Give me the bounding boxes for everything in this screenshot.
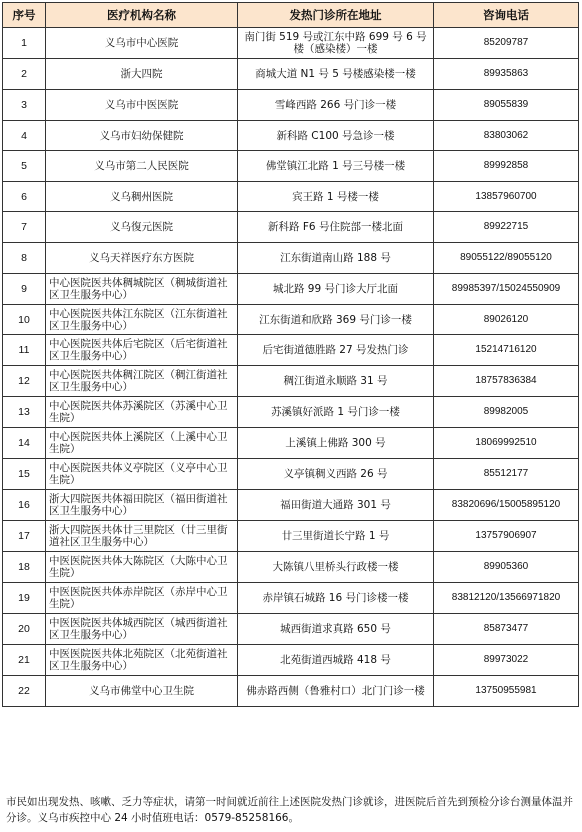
row-index: 4 [3,121,46,151]
row-index: 5 [3,151,46,182]
row-clinic-address: 廿三里街道长宁路 1 号 [238,521,434,552]
table-row [3,490,579,521]
table-header-row [3,3,579,28]
row-institution-name: 义乌復元医院 [46,212,238,243]
row-phone: 89985397/15024550909 [434,274,579,305]
row-institution-name: 中医医院医共体北苑院区（北苑街道社区卫生服务中心） [46,645,238,676]
row-index: 18 [3,552,46,583]
row-institution-name: 义乌市中医医院 [46,90,238,121]
row-clinic-address: 城北路 99 号门诊大厅北面 [238,274,434,305]
header-address: 发热门诊所在地址 [238,3,434,28]
row-phone: 85209787 [434,28,579,59]
table-row [3,243,579,274]
row-phone: 13757906907 [434,521,579,552]
table-row [3,28,579,59]
row-index: 22 [3,676,46,707]
table-row [3,428,579,459]
row-index: 12 [3,366,46,397]
row-index: 19 [3,583,46,614]
table-row [3,151,579,182]
row-index: 17 [3,521,46,552]
row-phone: 85873477 [434,614,579,645]
table-row [3,212,579,243]
row-clinic-address: 佛堂镇江北路 1 号三号楼一楼 [238,151,434,182]
row-institution-name: 中心医院医共体江东院区（江东街道社区卫生服务中心） [46,305,238,335]
table-row [3,121,579,151]
row-index: 9 [3,274,46,305]
row-phone: 89973022 [434,645,579,676]
row-institution-name: 义乌市第二人民医院 [46,151,238,182]
row-phone: 89922715 [434,212,579,243]
row-clinic-address: 南门街 519 号或江东中路 699 号 6 号楼（感染楼）一楼 [238,28,434,59]
row-phone: 13857960700 [434,182,579,212]
row-phone: 85512177 [434,459,579,490]
table-row [3,59,579,90]
row-institution-name: 中心医院医共体稠城院区（稠城街道社区卫生服务中心） [46,274,238,305]
table-row [3,459,579,490]
row-index: 16 [3,490,46,521]
header-name: 医疗机构名称 [46,3,238,28]
row-phone: 89935863 [434,59,579,90]
row-index: 10 [3,305,46,335]
row-phone: 18757836384 [434,366,579,397]
row-index: 6 [3,182,46,212]
row-index: 21 [3,645,46,676]
header-phone: 咨询电话 [434,3,579,28]
row-index: 3 [3,90,46,121]
table-row [3,552,579,583]
row-institution-name: 义乌市中心医院 [46,28,238,59]
row-index: 14 [3,428,46,459]
row-institution-name: 中心医院医共体后宅院区（后宅街道社区卫生服务中心） [46,335,238,366]
row-clinic-address: 大陈镇八里桥头行政楼一楼 [238,552,434,583]
table-body [3,28,579,707]
row-index: 11 [3,335,46,366]
row-clinic-address: 上溪镇上佛路 300 号 [238,428,434,459]
row-clinic-address: 义亭镇稠义西路 26 号 [238,459,434,490]
row-institution-name: 浙大四院医共体福田院区（福田街道社区卫生服务中心） [46,490,238,521]
row-clinic-address: 江东街道南山路 188 号 [238,243,434,274]
row-index: 15 [3,459,46,490]
row-phone: 13750955981 [434,676,579,707]
notice-text: 市民如出现发热、咳嗽、乏力等症状，请第一时间就近前往上述医院发热门诊就诊，进医院后首先到预检分诊台测量体温并分诊。义乌市疾控中心 24 小时值班电话：0579-85258166。 [6,796,573,824]
row-clinic-address: 新科路 F6 号住院部一楼北面 [238,212,434,243]
row-institution-name: 义乌市妇幼保健院 [46,121,238,151]
row-phone: 89905360 [434,552,579,583]
header-index: 序号 [3,3,46,28]
row-phone: 89055839 [434,90,579,121]
row-clinic-address: 后宅街道德胜路 27 号发热门诊 [238,335,434,366]
table-row [3,645,579,676]
row-index: 8 [3,243,46,274]
row-phone: 83820696/15005895120 [434,490,579,521]
row-clinic-address: 稠江街道永顺路 31 号 [238,366,434,397]
row-institution-name: 中医医院医共体城西院区（城西街道社区卫生服务中心） [46,614,238,645]
table-row [3,614,579,645]
table-row [3,676,579,707]
row-clinic-address: 雪峰西路 266 号门诊一楼 [238,90,434,121]
row-clinic-address: 宾王路 1 号楼一楼 [238,182,434,212]
row-institution-name: 中心医院医共体上溪院区（上溪中心卫生院） [46,428,238,459]
row-institution-name: 义乌稠州医院 [46,182,238,212]
table-row [3,335,579,366]
row-institution-name: 中心医院医共体义亭院区（义亭中心卫生院） [46,459,238,490]
row-index: 13 [3,397,46,428]
row-clinic-address: 城西街道求真路 650 号 [238,614,434,645]
fever-clinic-table-container [2,2,578,707]
row-institution-name: 中医医院医共体大陈院区（大陈中心卫生院） [46,552,238,583]
row-phone: 15214716120 [434,335,579,366]
row-institution-name: 浙大四院 [46,59,238,90]
row-institution-name: 浙大四院医共体廿三里院区（廿三里街道社区卫生服务中心） [46,521,238,552]
row-institution-name: 中医医院医共体赤岸院区（赤岸中心卫生院） [46,583,238,614]
row-index: 2 [3,59,46,90]
row-phone: 83812120/13566971820 [434,583,579,614]
row-clinic-address: 福田街道大通路 301 号 [238,490,434,521]
row-institution-name: 中心医院医共体苏溪院区（苏溪中心卫生院） [46,397,238,428]
table-row [3,521,579,552]
row-phone: 83803062 [434,121,579,151]
row-phone: 18069992510 [434,428,579,459]
row-clinic-address: 佛赤路西侧（鲁雅村口）北门门诊一楼 [238,676,434,707]
row-institution-name: 义乌市佛堂中心卫生院 [46,676,238,707]
row-index: 7 [3,212,46,243]
row-clinic-address: 江东街道和欣路 369 号门诊一楼 [238,305,434,335]
table-row [3,182,579,212]
row-institution-name: 中心医院医共体稠江院区（稠江街道社区卫生服务中心） [46,366,238,397]
row-phone: 89992858 [434,151,579,182]
fever-clinic-table [2,2,579,707]
row-clinic-address: 赤岸镇石城路 16 号门诊楼一楼 [238,583,434,614]
row-clinic-address: 苏溪镇好派路 1 号门诊一楼 [238,397,434,428]
table-row [3,366,579,397]
row-phone: 89026120 [434,305,579,335]
table-row [3,583,579,614]
table-row [3,274,579,305]
row-institution-name: 义乌天祥医疗东方医院 [46,243,238,274]
row-clinic-address: 北苑街道西城路 418 号 [238,645,434,676]
row-clinic-address: 商城大道 N1 号 5 号楼感染楼一楼 [238,59,434,90]
table-row [3,305,579,335]
row-phone: 89055122/89055120 [434,243,579,274]
row-index: 20 [3,614,46,645]
row-clinic-address: 新科路 C100 号急诊一楼 [238,121,434,151]
table-row [3,397,579,428]
row-index: 1 [3,28,46,59]
table-row [3,90,579,121]
row-phone: 89982005 [434,397,579,428]
